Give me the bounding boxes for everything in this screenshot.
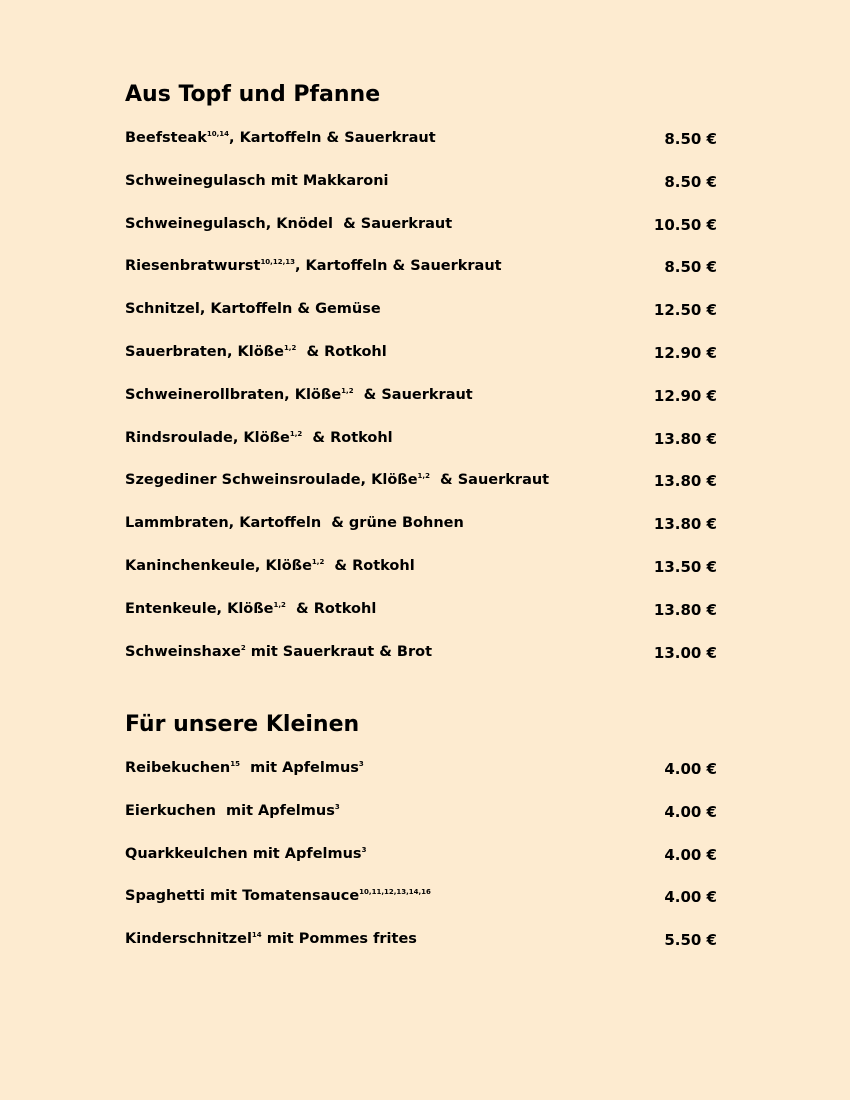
allergen-note: 3: [361, 845, 367, 854]
menu-item-text: Sauerbraten, Klöße: [125, 343, 284, 360]
menu-item-name: [125, 344, 387, 360]
allergen-note: 2: [240, 643, 246, 652]
allergen-note: 1,2: [273, 600, 286, 609]
menu-item-price: 4.00 €: [664, 845, 717, 864]
menu-item-name: [125, 803, 340, 819]
menu-item-text: mit Apfelmus: [239, 760, 359, 776]
menu-item: [125, 515, 725, 558]
section-title: Für unsere Kleinen: [125, 712, 360, 737]
menu-item: [125, 430, 725, 473]
menu-item-price: 12.90 €: [653, 386, 717, 405]
menu-item-price: 4.00 €: [664, 760, 717, 778]
menu-item-price: 12.50 €: [653, 301, 717, 320]
menu-item-name: [125, 173, 389, 189]
menu-item-price: 4.00 €: [664, 802, 717, 821]
menu-item-price: 13.00 €: [653, 643, 717, 662]
menu-item-text: Eierkuchen mit Apfelmus: [125, 802, 335, 819]
menu-item-text: Riesenbratwurst: [125, 258, 261, 275]
menu-item-price: 13.80 €: [653, 515, 717, 534]
menu-item-text: Quarkkeulchen mit Apfelmus: [125, 845, 362, 862]
menu-item-price: 8.50 €: [664, 172, 717, 191]
menu-item-text: Kinderschnitzel: [125, 931, 252, 948]
menu-item-text: & Rotkohl: [296, 343, 387, 360]
menu-list: [125, 130, 725, 686]
menu-item: [125, 931, 725, 974]
allergen-note: 15: [230, 760, 240, 768]
menu-item-name: [125, 130, 436, 146]
menu-item-text: & Rotkohl: [324, 557, 415, 574]
menu-item-text: Schweinshaxe: [125, 643, 241, 660]
menu-item-name: [125, 644, 432, 660]
menu-item-text: Entenkeule, Klöße: [125, 600, 274, 617]
menu-item-text: Kaninchenkeule, Klöße: [125, 557, 312, 574]
menu-list: [125, 760, 725, 974]
menu-item-text: Schweinegulasch mit Makkaroni: [125, 172, 389, 189]
menu-item-name: [125, 430, 393, 446]
menu-item: [125, 344, 725, 387]
allergen-note: 10,11,12,13,14,16: [359, 888, 431, 897]
allergen-note: 1,2: [289, 429, 303, 438]
menu-item-price: 13.80 €: [653, 429, 717, 448]
menu-item-text: Lammbraten, Kartoffeln & grüne Bohnen: [125, 515, 464, 532]
menu-item-name: [125, 301, 381, 317]
allergen-note: 1,2: [341, 386, 354, 395]
menu-item-text: & Sauerkraut: [429, 472, 550, 489]
menu-item-text: Reibekuchen: [125, 760, 231, 776]
menu-item-text: Rindsroulade, Klöße: [125, 429, 290, 446]
menu-item: [125, 644, 725, 687]
menu-item: [125, 558, 725, 601]
menu-item-price: 5.50 €: [664, 931, 717, 950]
menu-item: [125, 301, 725, 344]
allergen-note: 10,12,13: [260, 258, 295, 267]
menu-item-price: 4.00 €: [664, 888, 717, 907]
section-title: Aus Topf und Pfanne: [125, 82, 381, 107]
menu-item-text: Beefsteak: [125, 130, 207, 146]
menu-item-price: 8.50 €: [664, 258, 717, 277]
menu-item: [125, 888, 725, 931]
allergen-note: 3: [334, 802, 340, 811]
menu-item-name: [125, 888, 431, 904]
menu-item-name: [125, 931, 417, 947]
allergen-note: 1,2: [417, 472, 430, 481]
menu-item-text: Spaghetti mit Tomatensauce: [125, 888, 360, 905]
menu-item: [125, 258, 725, 301]
menu-item-price: 8.50 €: [664, 130, 717, 148]
menu-item: [125, 803, 725, 846]
menu-item-text: & Rotkohl: [285, 600, 377, 617]
menu-item-name: [125, 472, 549, 488]
menu-item-name: [125, 216, 452, 232]
menu-item: [125, 387, 725, 430]
menu-item-text: Szegediner Schweinsroulade, Klöße: [125, 472, 418, 489]
allergen-note: 1,2: [311, 557, 325, 566]
menu-item-price: 10.50 €: [653, 215, 717, 234]
menu-item-price: 13.80 €: [653, 600, 717, 619]
menu-item-price: 13.80 €: [653, 472, 717, 491]
allergen-note: 3: [358, 760, 364, 768]
menu-item-text: , Kartoffeln & Sauerkraut: [294, 258, 502, 275]
menu-item-text: Schweinerollbraten, Klöße: [125, 386, 342, 403]
menu-item-text: mit Pommes frites: [261, 931, 417, 948]
menu-item-text: Schweinegulasch, Knödel & Sauerkraut: [125, 215, 453, 232]
menu-item: [125, 130, 725, 173]
menu-item-text: & Sauerkraut: [353, 386, 473, 403]
menu-section-main-dishes: [125, 80, 725, 686]
menu-item-name: [125, 515, 464, 531]
menu-section-kids: [125, 710, 725, 974]
menu-item-name: [125, 601, 376, 617]
menu-item: [125, 760, 725, 803]
menu-item-name: [125, 558, 415, 574]
menu-item: [125, 846, 725, 889]
menu-item-name: [125, 258, 502, 274]
menu-item-text: & Rotkohl: [302, 429, 393, 446]
allergen-note: 14: [251, 931, 262, 940]
menu-item: [125, 173, 725, 216]
menu-item-text: , Kartoffeln & Sauerkraut: [229, 130, 436, 146]
menu-item-text: Schnitzel, Kartoffeln & Gemüse: [125, 301, 381, 318]
menu-item-name: [125, 387, 473, 403]
menu-item-name: [125, 846, 366, 862]
menu-item-name: [125, 760, 364, 776]
menu-item-price: 13.50 €: [653, 557, 717, 576]
allergen-note: 10,14: [206, 130, 230, 138]
menu-item: [125, 601, 725, 644]
menu-item: [125, 216, 725, 259]
menu-item-price: 12.90 €: [653, 343, 717, 362]
menu-item-text: mit Sauerkraut & Brot: [245, 643, 432, 660]
allergen-note: 1,2: [283, 343, 297, 352]
menu-item: [125, 472, 725, 515]
